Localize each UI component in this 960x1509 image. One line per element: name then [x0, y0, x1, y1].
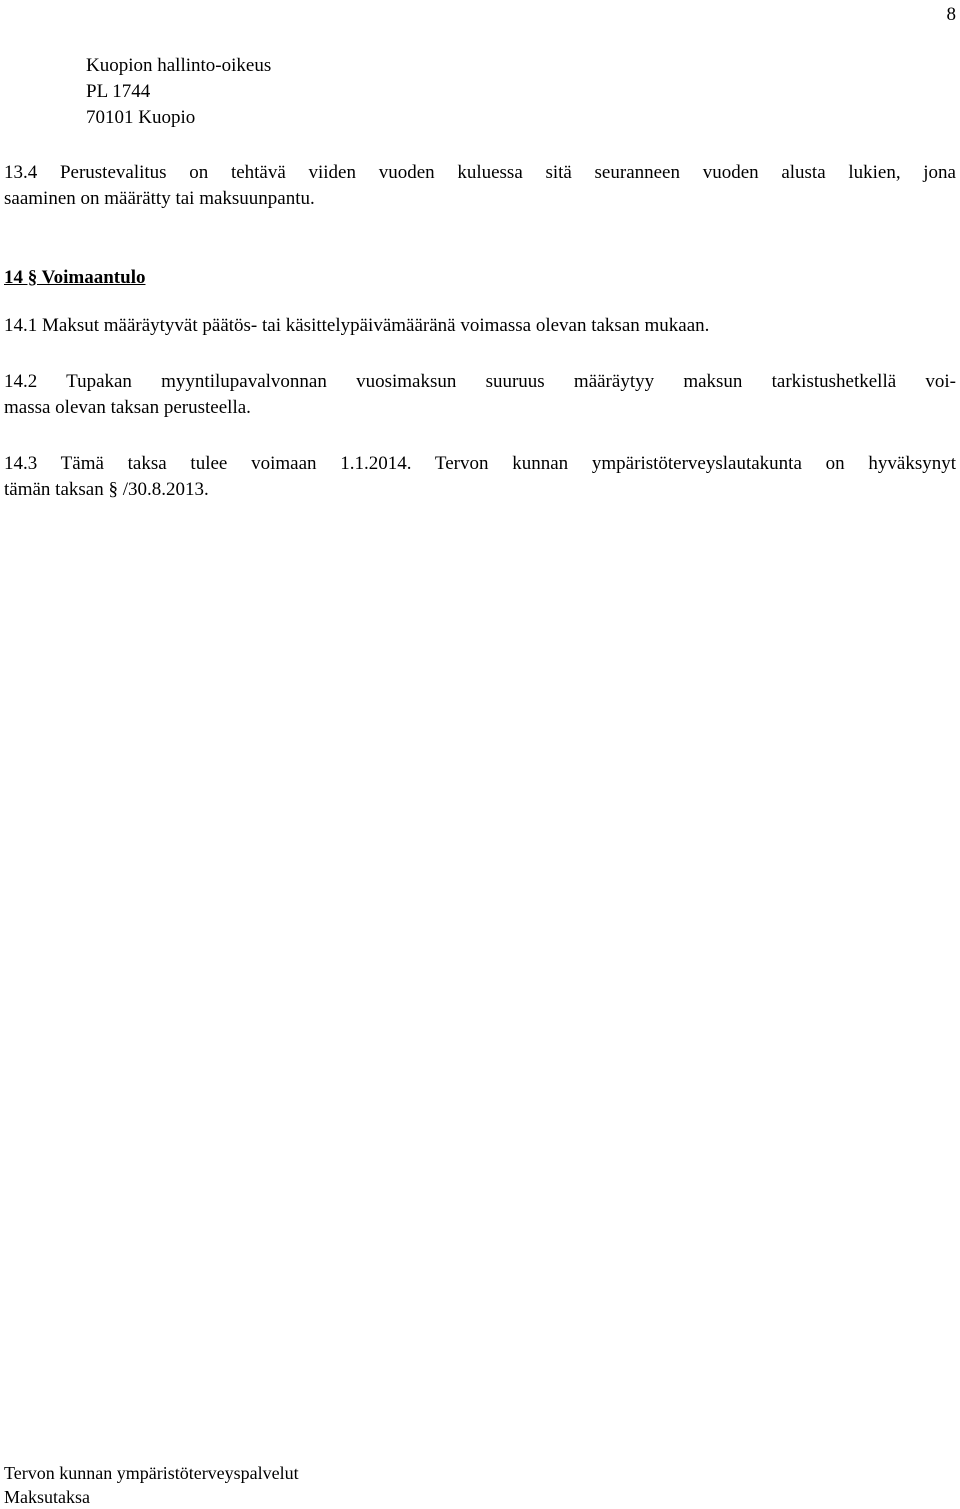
address-line-1: Kuopion hallinto-oikeus	[86, 55, 272, 76]
address-line-2: PL 1744	[86, 81, 151, 102]
paragraph-13-4	[4, 160, 956, 212]
paragraph-14-3	[4, 451, 956, 503]
paragraph-14-1	[4, 313, 956, 339]
recipient-address	[86, 53, 271, 131]
paragraph-line: 14.3 Tämä taksa tulee voimaan 1.1.2014. Tervon kunnan ympäristöterveyslautakunta on hyväksynyt	[4, 453, 956, 474]
paragraph-line: 13.4 Perustevalitus on tehtävä viiden vuoden kuluessa sitä seuranneen vuoden alusta lukien, jona	[4, 162, 956, 183]
footer-line-2: Maksutaksa	[4, 1487, 90, 1507]
paragraph-line: saaminen on määrätty tai maksuunpantu.	[4, 188, 315, 209]
paragraph-14-2	[4, 369, 956, 421]
page-footer	[4, 1461, 299, 1509]
paragraph-line: massa olevan taksan perusteella.	[4, 397, 251, 418]
footer-line-1: Tervon kunnan ympäristöterveyspalvelut	[4, 1463, 299, 1483]
address-line-3: 70101 Kuopio	[86, 107, 196, 128]
paragraph-line: 14.2 Tupakan myyntilupavalvonnan vuosimaksun suuruus määräytyy maksun tarkistushetkellä voi-	[4, 371, 956, 392]
paragraph-line: 14.1 Maksut määräytyvät päätös- tai käsittelypäivämääränä voimassa olevan taksan mukaan.	[4, 315, 710, 336]
section-heading-voimaantulo: 14 § Voimaantulo	[4, 267, 146, 288]
page-number: 8	[946, 4, 956, 25]
paragraph-line: tämän taksan § /30.8.2013.	[4, 479, 209, 500]
